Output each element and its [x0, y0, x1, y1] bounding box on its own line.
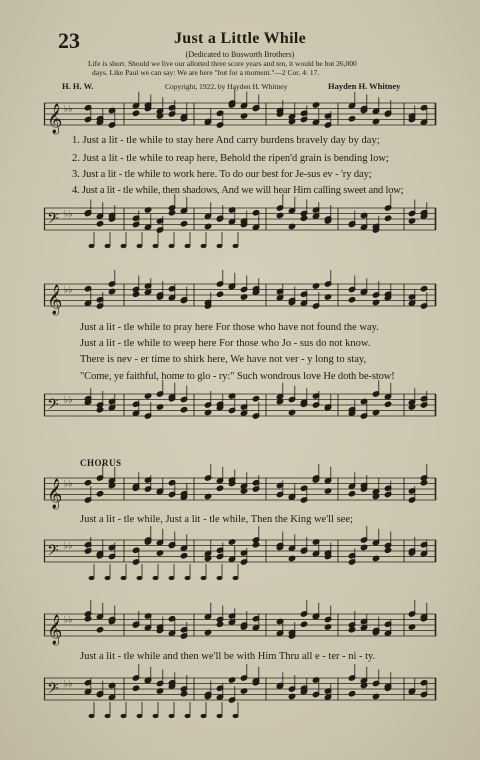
- note-head: [348, 491, 355, 497]
- note-head: [216, 485, 223, 491]
- note-head: [153, 576, 159, 580]
- note-head: [96, 627, 103, 633]
- note-head: [89, 244, 95, 248]
- note-head: [300, 621, 307, 627]
- music-staff: [44, 276, 436, 320]
- note-head: [180, 407, 187, 413]
- note-head: [89, 714, 95, 718]
- key-signature: ♭♭: [64, 541, 73, 552]
- note-head: [96, 407, 103, 413]
- note-head: [153, 244, 159, 248]
- note-head: [217, 244, 223, 248]
- note-head: [105, 576, 111, 580]
- key-signature: ♭♭: [64, 479, 73, 490]
- verse-line: "Come, ye faithful, home to glo - ry:" Such wondrous love He doth be-stow!: [80, 371, 395, 382]
- note-head: [84, 480, 91, 486]
- note-head: [105, 244, 111, 248]
- hymn-title: Just a Little While: [173, 30, 307, 47]
- treble-clef-icon: 𝄞: [47, 479, 63, 509]
- bass-clef-icon: 𝄢: [47, 542, 59, 563]
- note-head: [252, 542, 259, 548]
- note-head: [348, 297, 355, 303]
- note-head: [121, 244, 127, 248]
- note-head: [185, 244, 191, 248]
- music-staff: [44, 670, 436, 722]
- composer-credit: Hayden H. Whitney: [328, 81, 401, 91]
- note-head: [233, 714, 239, 718]
- note-head: [217, 576, 223, 580]
- note-head: [153, 714, 159, 718]
- verse-line: Just a lit - tle while to pray here For those who have not found the way.: [80, 322, 379, 333]
- note-head: [89, 576, 95, 580]
- key-signature: ♭♭: [64, 209, 73, 220]
- note-head: [384, 547, 391, 553]
- note-head: [96, 221, 103, 227]
- note-head: [105, 714, 111, 718]
- key-signature: ♭♭: [64, 104, 73, 115]
- chorus-line: Just a lit - tle while, Just a lit - tle while, Then the King we'll see;: [80, 514, 353, 525]
- note-head: [121, 576, 127, 580]
- music-staff: [44, 532, 436, 584]
- key-signature: ♭♭: [64, 679, 73, 690]
- note-head: [384, 401, 391, 407]
- note-head: [180, 691, 187, 697]
- verse-line: 3. Just a lit - tle while to work here. To do our best for Je-sus ev - 'ry day;: [72, 169, 372, 180]
- note-head: [201, 714, 207, 718]
- note-head: [169, 576, 175, 580]
- key-signature: ♭♭: [64, 615, 73, 626]
- note-head: [96, 491, 103, 497]
- music-staff: [44, 200, 436, 250]
- note-head: [121, 714, 127, 718]
- epigraph: [88, 60, 428, 77]
- chorus-line: Just a lit - tle while and then we'll be with Him Thru all e - ter - ni - ty.: [80, 651, 376, 662]
- note-head: [169, 714, 175, 718]
- note-head: [233, 244, 239, 248]
- verse-line: 1. Just a lit - tle while to stay here And carry burdens bravely day by day;: [72, 135, 380, 146]
- key-signature: ♭♭: [64, 285, 73, 296]
- note-head: [137, 576, 143, 580]
- note-head: [233, 576, 239, 580]
- note-head: [168, 210, 175, 216]
- verse-line: Just a lit - tle while to weep here For those who Jo - sus do not know.: [80, 338, 371, 349]
- note-head: [132, 685, 139, 691]
- note-head: [217, 714, 223, 718]
- note-head: [252, 396, 259, 402]
- note-head: [180, 553, 187, 559]
- note-head: [137, 714, 143, 718]
- treble-clef-icon: 𝄞: [47, 615, 63, 645]
- verse-line: 2. Just a lit - tle while to reap here, Behold the ripen'd grain is bending low;: [72, 153, 389, 164]
- lyricist-initials: H. H. W.: [62, 81, 94, 91]
- note-head: [84, 616, 91, 622]
- note-head: [132, 291, 139, 297]
- bass-clef-icon: 𝄢: [47, 210, 59, 231]
- note-head: [185, 576, 191, 580]
- music-staff: [44, 95, 436, 139]
- note-head: [201, 244, 207, 248]
- copyright-notice: Copyright, 1922, by Hayden H. Whitney: [165, 82, 288, 91]
- note-head: [201, 576, 207, 580]
- note-group: [84, 89, 427, 128]
- note-head: [132, 110, 139, 116]
- note-head: [180, 221, 187, 227]
- verse-line: 4. Just a lit - tle while, then shadows, And we will hear Him calling sweet and low;: [72, 185, 404, 196]
- note-head: [216, 621, 223, 627]
- music-staff: [44, 606, 436, 650]
- music-staff: [44, 386, 436, 430]
- note-head: [300, 215, 307, 221]
- note-head: [137, 244, 143, 248]
- hymn-number: 23: [58, 28, 80, 53]
- note-head: [169, 244, 175, 248]
- note-head: [420, 480, 427, 486]
- music-staff: [44, 470, 436, 514]
- note-head: [348, 691, 355, 697]
- epigraph-line: Life is short. Should we live our allotted three score years and ten, it would be but 26,000: [88, 59, 357, 68]
- note-head: [348, 627, 355, 633]
- dedication: (Dedicated to Bosworth Brothers): [185, 50, 295, 59]
- note-head: [420, 286, 427, 292]
- note-head: [185, 714, 191, 718]
- bass-clef-icon: 𝄢: [47, 396, 59, 417]
- treble-clef-icon: 𝄞: [47, 285, 63, 315]
- note-head: [348, 116, 355, 122]
- epigraph-line: days. Like Paul we can say: We are here "but for a moment."—2 Cor. 4: 17.: [92, 67, 320, 77]
- treble-clef-icon: 𝄞: [47, 104, 63, 134]
- chorus-label: CHORUS: [80, 458, 122, 468]
- note-head: [384, 215, 391, 221]
- key-signature: ♭♭: [64, 395, 73, 406]
- note-head: [216, 291, 223, 297]
- verse-line: There is nev - er time to shirk here, We have not ver - y long to stay,: [80, 354, 367, 365]
- bass-clef-icon: 𝄢: [47, 680, 59, 701]
